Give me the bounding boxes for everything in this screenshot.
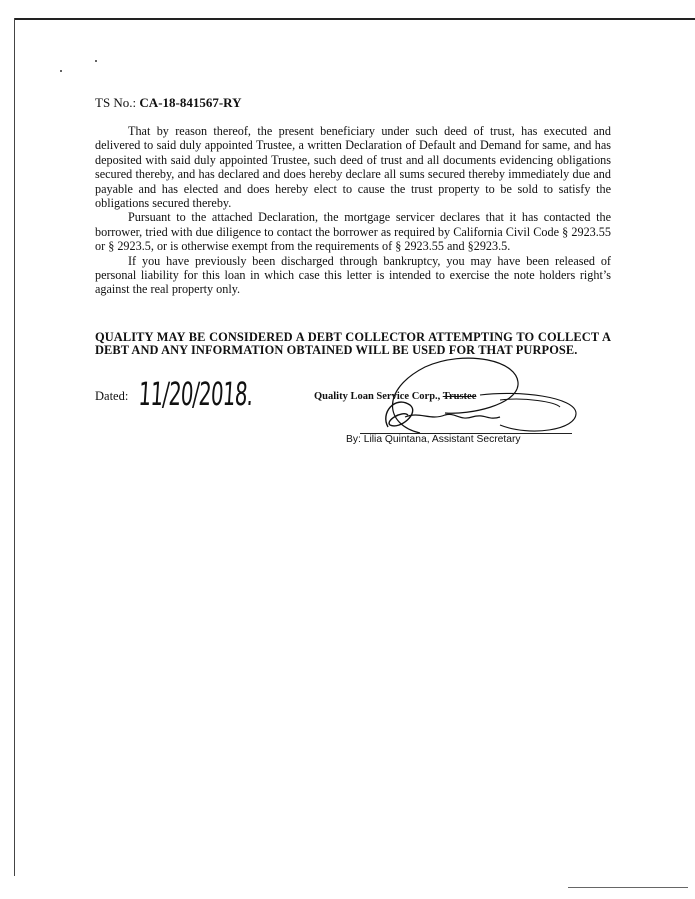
paragraph-servicer-declaration: Pursuant to the attached Declaration, the mortgage servicer declares that it has contacted the borrower, tried with due diligence to contact the borrower as required by California Civil Code § 2923.55 or § 2923.5, or is otherwise exempt from the requirements of § 2923.55 and §2923.5. (95, 210, 611, 254)
scan-speck (95, 60, 97, 62)
scan-speck (60, 70, 62, 72)
signature-drawing (350, 355, 580, 445)
ts-label: TS No.: (95, 95, 137, 110)
paragraph-bankruptcy: If you have previously been discharged through bankruptcy, you may have been released of personal liability for this loan in which case this letter is intended to exercise the note holders right’s against the real property only. (95, 253, 611, 297)
dated-label: Dated: (95, 389, 129, 403)
handwritten-date: 11/20/2018. (137, 375, 254, 413)
scan-border-bottom (568, 887, 688, 888)
ts-number: CA-18-841567-RY (139, 95, 242, 110)
body-text (95, 124, 611, 297)
company-trustee-struck: Trustee (442, 391, 477, 402)
scan-border-left (14, 18, 15, 876)
ts-number-line (95, 95, 242, 111)
debt-collector-notice: QUALITY MAY BE CONSIDERED A DEBT COLLECTOR ATTEMPTING TO COLLECT A DEBT AND ANY INFORMATION OBTAINED WILL BE USED FOR THAT PURPOSE. (95, 330, 611, 358)
scan-border-top (14, 18, 695, 20)
paragraph-default-declaration: That by reason thereof, the present beneficiary under such deed of trust, has executed and delivered to said duly appointed Trustee, a written Declaration of Default and Demand for same, and has deposited with said duly appointed Trustee, such deed of trust and all documents evidencing obligations secured thereby, and has declared and does hereby declare all sums secured thereby immediately due and payable and has elected and does hereby elect to cause the trust property to be sold to satisfy the obligations secured thereby. (95, 124, 611, 211)
company-name: Quality Loan Service Corp., (314, 391, 441, 402)
signer-by-line: By: Lilia Quintana, Assistant Secretary (346, 434, 521, 445)
